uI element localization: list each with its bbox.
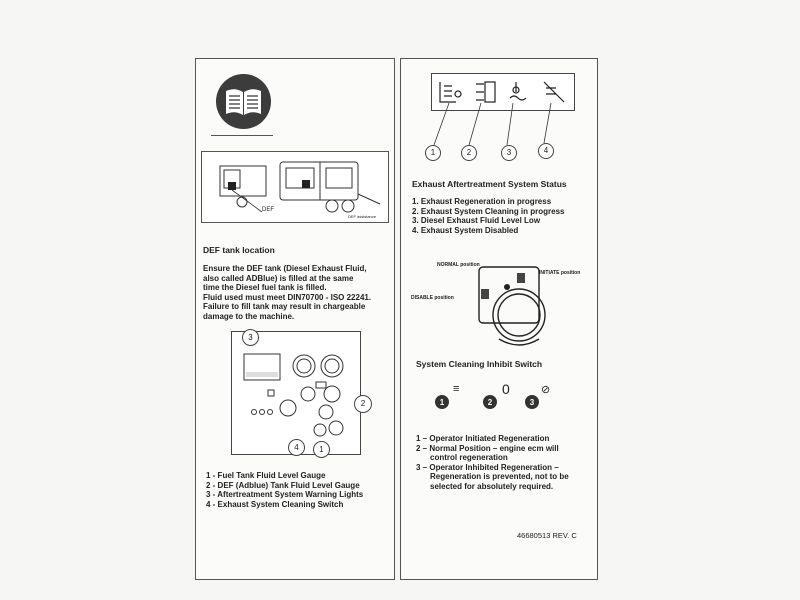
switch-legend-item: Regeneration is prevented, not to be [430, 472, 569, 481]
switch-number-3: 3 [525, 395, 539, 409]
divider [211, 135, 273, 136]
def-title: DEF tank location [203, 245, 275, 255]
legend-item: 2 - DEF (Adblue) Tank Fluid Level Gauge [206, 480, 360, 490]
compressor-illustration [201, 151, 389, 223]
manual-icon [216, 74, 271, 129]
initiate-position-label: INITIATE position [539, 270, 581, 276]
status-item: 1. Exhaust Regeneration in progress [412, 197, 552, 206]
indicator-number-3: 3 [501, 145, 517, 161]
status-item: 4. Exhaust System Disabled [412, 225, 519, 235]
def-line: Failure to fill tank may result in chargeable [203, 302, 366, 311]
right-panel [400, 58, 598, 580]
legend-item: 4 - Exhaust System Cleaning Switch [206, 499, 344, 509]
indicator-number-1: 1 [425, 145, 441, 161]
switch-number-2: 2 [483, 395, 497, 409]
panel-callout-2: 2 [354, 395, 372, 413]
indicator-number-4: 4 [538, 143, 554, 159]
indicator-number-2: 2 [461, 145, 477, 161]
def-label: DEF [262, 207, 274, 213]
disable-position-label: DISABLE position [411, 295, 454, 301]
switch-title: System Cleaning Inhibit Switch [416, 359, 543, 369]
status-list [412, 197, 592, 235]
inhibit-icon: ⊘ [541, 384, 551, 396]
def-line: time the Diesel fuel tank is filled. [203, 283, 327, 292]
legend-item: 3 - Aftertreatment System Warning Lights [206, 490, 364, 499]
normal-position-label: NORMAL position [437, 262, 480, 268]
switch-legend-item: 3 – Operator Inhibited Regeneration – [416, 462, 559, 472]
leader-lines [401, 59, 597, 159]
switch-legend [416, 434, 594, 491]
switch-zero: 0 [502, 381, 510, 397]
switch-legend-item: selected for absolutely required. [430, 481, 554, 491]
def-line: Ensure the DEF tank (Diesel Exhaust Fluid, [203, 264, 367, 273]
def-paragraph [203, 264, 393, 321]
panel-callout-1: 1 [313, 441, 330, 458]
def-line: also called ADBlue) is filled at the same [203, 273, 354, 283]
status-item: 3. Diesel Exhaust Fluid Level Low [412, 216, 541, 225]
control-panel-illustration [231, 331, 361, 455]
switch-legend-item: control regeneration [430, 453, 508, 462]
def-line: damage to the machine. [203, 311, 295, 321]
left-panel [195, 58, 395, 580]
regeneration-icon: ≡ [453, 383, 460, 395]
switch-legend-item: 2 – Normal Position – engine ecm will [416, 443, 559, 453]
def-note: DEF assistance [348, 214, 377, 219]
status-item: 2. Exhaust System Cleaning in progress [412, 206, 565, 216]
def-line: Fluid used must meet DIN70700 - ISO 22241. [203, 292, 372, 302]
doc-number: 46680513 REV. C [517, 531, 577, 540]
gauge-legend [206, 471, 392, 509]
switch-number-1: 1 [435, 395, 449, 409]
status-title: Exhaust Aftertreatment System Status [412, 179, 567, 189]
legend-item: 1 - Fuel Tank Fluid Level Gauge [206, 471, 326, 480]
panel-callout-3: 3 [242, 329, 259, 346]
switch-legend-item: 1 – Operator Initiated Regeneration [416, 434, 550, 443]
panel-callout-4: 4 [288, 439, 305, 456]
